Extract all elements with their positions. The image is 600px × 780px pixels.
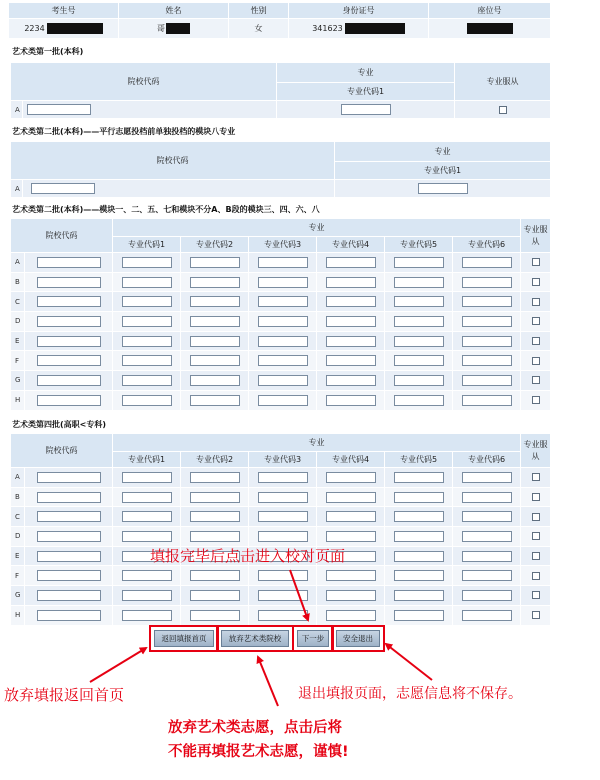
major-code-input[interactable] <box>326 590 376 601</box>
major-code-input[interactable] <box>394 296 444 307</box>
major-code-input[interactable] <box>122 395 172 406</box>
table-row <box>11 468 551 488</box>
table-row <box>11 253 551 273</box>
abandon-art-button[interactable]: 放弃艺术类院校 <box>221 630 289 647</box>
row-label: C <box>11 507 25 527</box>
major-code-input[interactable] <box>258 375 308 386</box>
arrow-to-exit <box>386 644 432 680</box>
row-label: C <box>11 292 25 312</box>
major-code-input[interactable] <box>258 590 308 601</box>
major-code-input[interactable] <box>190 590 240 601</box>
major-code-input[interactable] <box>190 531 240 542</box>
major-code-header: 专业代码5 <box>385 452 453 468</box>
major-code-input[interactable] <box>258 277 308 288</box>
major-code-input[interactable] <box>326 511 376 522</box>
major-code-input[interactable] <box>122 531 172 542</box>
major-code-input[interactable] <box>190 257 240 268</box>
obey-checkbox[interactable] <box>532 493 540 501</box>
obey-header: 专业服从 <box>521 219 551 253</box>
major-code-input[interactable] <box>462 375 512 386</box>
major-code-input[interactable] <box>190 336 240 347</box>
major-code-header: 专业代码1 <box>113 452 181 468</box>
student-info-table <box>8 2 551 39</box>
major-code-input[interactable] <box>326 296 376 307</box>
table-row <box>11 390 551 410</box>
row-label: D <box>11 527 25 547</box>
major-code-input[interactable] <box>122 316 172 327</box>
school-code-input[interactable] <box>37 570 101 581</box>
major-code-input[interactable] <box>462 296 512 307</box>
school-code-input[interactable] <box>37 492 101 503</box>
major-code-input[interactable] <box>326 395 376 406</box>
obey-checkbox[interactable] <box>532 552 540 560</box>
highlight-box <box>331 625 385 652</box>
redaction-bar <box>166 23 190 34</box>
row-label: F <box>11 566 25 586</box>
row-label: F <box>11 351 25 371</box>
major-code-input[interactable] <box>394 257 444 268</box>
row-label: A <box>11 101 23 119</box>
major-code-input[interactable] <box>122 511 172 522</box>
header-name: 姓名 <box>119 3 229 19</box>
school-code-header: 院校代码 <box>11 142 335 180</box>
major-code-input[interactable] <box>462 570 512 581</box>
major-code-input[interactable] <box>258 511 308 522</box>
next-step-button[interactable]: 下一步 <box>297 630 329 647</box>
major-code-input[interactable] <box>394 277 444 288</box>
major-code-input[interactable] <box>394 472 444 483</box>
major-code-input[interactable] <box>394 531 444 542</box>
major-code-input[interactable] <box>462 531 512 542</box>
major-code-input[interactable] <box>190 570 240 581</box>
major-code-input[interactable] <box>190 355 240 366</box>
value-gender: 女 <box>229 19 289 39</box>
major-code-input[interactable] <box>122 570 172 581</box>
major-code-input[interactable] <box>462 610 512 621</box>
highlight-box <box>292 625 334 652</box>
row-label: A <box>11 180 23 198</box>
major-code-input[interactable] <box>190 316 240 327</box>
school-code-header: 院校代码 <box>11 434 113 468</box>
table-row <box>11 586 551 606</box>
major-code-input[interactable] <box>190 296 240 307</box>
major-code-input[interactable] <box>394 511 444 522</box>
major-code-header: 专业代码3 <box>249 452 317 468</box>
major-code-input[interactable] <box>326 375 376 386</box>
major-code-input[interactable] <box>394 316 444 327</box>
table-row <box>11 331 551 351</box>
obey-checkbox[interactable] <box>532 376 540 384</box>
table-row <box>11 351 551 371</box>
obey-checkbox[interactable] <box>532 317 540 325</box>
header-exam-no: 考生号 <box>9 3 119 19</box>
major-code-input[interactable] <box>326 492 376 503</box>
major-code-header: 专业代码1 <box>277 83 455 101</box>
major-header: 专业 <box>335 142 551 162</box>
major-code-input[interactable] <box>122 492 172 503</box>
row-label: E <box>11 331 25 351</box>
major-code-input[interactable] <box>394 551 444 562</box>
section3-title: 艺术类第二批(本科)——模块一、二、五、七和模块不分A、B段的模块三、四、六、八 <box>12 205 320 214</box>
major-code-input[interactable] <box>190 375 240 386</box>
major-code-input[interactable] <box>326 570 376 581</box>
back-home-button[interactable]: 返回填报首页 <box>154 630 214 647</box>
highlight-box <box>149 625 219 652</box>
obey-checkbox[interactable] <box>532 513 540 521</box>
major-code-input[interactable] <box>394 492 444 503</box>
school-code-input[interactable] <box>37 472 101 483</box>
major-code-header: 专业代码3 <box>249 237 317 253</box>
school-code-input[interactable] <box>37 277 101 288</box>
major-code-input[interactable] <box>462 316 512 327</box>
school-code-input[interactable] <box>27 104 91 115</box>
value-exam-no: 2234 <box>9 19 119 39</box>
major-code-input[interactable] <box>258 395 308 406</box>
school-code-input[interactable] <box>37 316 101 327</box>
major-code-header: 专业代码1 <box>335 162 551 180</box>
header-seat-no: 座位号 <box>429 3 551 19</box>
major-code-input[interactable] <box>258 316 308 327</box>
major-code-input[interactable] <box>122 375 172 386</box>
major-header: 专业 <box>277 63 455 83</box>
major-code-input[interactable] <box>341 104 391 115</box>
obey-checkbox[interactable] <box>532 473 540 481</box>
obey-checkbox[interactable] <box>532 298 540 306</box>
school-code-input[interactable] <box>31 183 95 194</box>
obey-checkbox[interactable] <box>532 396 540 404</box>
major-code-input[interactable] <box>462 590 512 601</box>
safe-exit-annotation: 退出填报页面，志愿信息将不保存。 <box>298 686 522 702</box>
row-label: H <box>11 605 25 625</box>
major-code-input[interactable] <box>122 296 172 307</box>
arrow-to-back <box>90 648 146 682</box>
obey-header: 专业服从 <box>455 63 551 101</box>
row-label: A <box>11 253 25 273</box>
abandon-annotation-line2: 不能再填报艺术志愿，谨慎! <box>168 744 349 760</box>
major-code-input[interactable] <box>394 570 444 581</box>
section1-title: 艺术类第一批(本科) <box>12 47 84 56</box>
row-label: A <box>11 468 25 488</box>
school-code-input[interactable] <box>37 355 101 366</box>
obey-checkbox[interactable] <box>532 572 540 580</box>
major-code-input[interactable] <box>190 472 240 483</box>
section1-table <box>10 62 551 119</box>
row-label: D <box>11 312 25 332</box>
row-label: G <box>11 586 25 606</box>
table-row <box>11 507 551 527</box>
major-code-input[interactable] <box>462 257 512 268</box>
major-code-input[interactable] <box>394 590 444 601</box>
table-row <box>11 487 551 507</box>
redaction-bar <box>467 23 513 34</box>
table-row <box>11 292 551 312</box>
section4-table <box>10 433 551 626</box>
major-code-input[interactable] <box>326 277 376 288</box>
major-code-input[interactable] <box>258 296 308 307</box>
arrow-to-abandon <box>258 657 278 706</box>
section4-title: 艺术类第四批(高职<专科) <box>12 420 107 429</box>
major-code-input[interactable] <box>258 472 308 483</box>
major-code-input[interactable] <box>258 492 308 503</box>
school-code-input[interactable] <box>37 375 101 386</box>
school-code-input[interactable] <box>37 590 101 601</box>
school-code-input[interactable] <box>37 257 101 268</box>
major-code-input[interactable] <box>462 551 512 562</box>
major-code-input[interactable] <box>462 395 512 406</box>
major-code-input[interactable] <box>122 610 172 621</box>
header-gender: 性别 <box>229 3 289 19</box>
table-row <box>11 566 551 586</box>
table-row <box>11 371 551 391</box>
obey-checkbox[interactable] <box>532 258 540 266</box>
row-label: B <box>11 272 25 292</box>
obey-header: 专业服从 <box>521 434 551 468</box>
major-code-input[interactable] <box>462 355 512 366</box>
major-code-input[interactable] <box>190 277 240 288</box>
back-home-annotation: 放弃填报返回首页 <box>4 686 125 704</box>
major-code-input[interactable] <box>326 355 376 366</box>
major-code-input[interactable] <box>394 336 444 347</box>
major-code-input[interactable] <box>258 531 308 542</box>
section3-table <box>10 218 551 411</box>
major-code-input[interactable] <box>326 336 376 347</box>
major-code-header: 专业代码1 <box>113 237 181 253</box>
abandon-annotation-line1: 放弃艺术类志愿，点击后将 <box>168 720 342 736</box>
major-code-input[interactable] <box>462 277 512 288</box>
row-label: G <box>11 371 25 391</box>
school-code-input[interactable] <box>37 610 101 621</box>
obey-checkbox[interactable] <box>532 591 540 599</box>
major-code-input[interactable] <box>190 492 240 503</box>
redaction-bar <box>345 23 405 34</box>
major-code-input[interactable] <box>326 257 376 268</box>
obey-checkbox[interactable] <box>532 357 540 365</box>
school-code-input[interactable] <box>37 551 101 562</box>
next-step-annotation: 填报完毕后点击进入校对页面 <box>150 547 346 565</box>
major-code-input[interactable] <box>258 257 308 268</box>
major-code-input[interactable] <box>258 355 308 366</box>
section2-table <box>10 141 551 198</box>
major-code-input[interactable] <box>394 610 444 621</box>
header-id-no: 身份证号 <box>289 3 429 19</box>
redaction-bar <box>47 23 103 34</box>
obey-checkbox[interactable] <box>532 337 540 345</box>
major-code-header: 专业代码4 <box>317 452 385 468</box>
school-code-input[interactable] <box>37 511 101 522</box>
major-code-header: 专业代码5 <box>385 237 453 253</box>
major-code-input[interactable] <box>326 472 376 483</box>
major-code-input[interactable] <box>122 277 172 288</box>
major-code-input[interactable] <box>462 511 512 522</box>
major-code-input[interactable] <box>190 610 240 621</box>
major-code-header: 专业代码2 <box>181 452 249 468</box>
obey-checkbox[interactable] <box>532 532 540 540</box>
major-code-header: 专业代码6 <box>453 237 521 253</box>
major-code-input[interactable] <box>326 531 376 542</box>
row-label: H <box>11 390 25 410</box>
major-code-input[interactable] <box>418 183 468 194</box>
major-code-header: 专业代码4 <box>317 237 385 253</box>
major-code-input[interactable] <box>258 570 308 581</box>
major-code-input[interactable] <box>122 472 172 483</box>
major-code-input[interactable] <box>190 395 240 406</box>
highlight-box <box>216 625 294 652</box>
table-row <box>11 312 551 332</box>
obey-checkbox[interactable] <box>499 106 507 114</box>
major-code-input[interactable] <box>122 257 172 268</box>
value-seat-no <box>429 19 551 39</box>
major-code-input[interactable] <box>258 336 308 347</box>
major-header: 专业 <box>113 434 521 452</box>
major-code-input[interactable] <box>462 492 512 503</box>
major-code-input[interactable] <box>122 590 172 601</box>
obey-checkbox[interactable] <box>532 278 540 286</box>
table-row <box>11 605 551 625</box>
major-code-input[interactable] <box>326 610 376 621</box>
school-code-input[interactable] <box>37 531 101 542</box>
major-code-input[interactable] <box>394 355 444 366</box>
major-code-header: 专业代码6 <box>453 452 521 468</box>
major-code-input[interactable] <box>394 395 444 406</box>
table-row <box>11 272 551 292</box>
table-row <box>11 527 551 547</box>
major-code-header: 专业代码2 <box>181 237 249 253</box>
school-code-input[interactable] <box>37 336 101 347</box>
row-label: E <box>11 546 25 566</box>
school-code-input[interactable] <box>37 395 101 406</box>
row-label: B <box>11 487 25 507</box>
school-code-header: 院校代码 <box>11 63 277 101</box>
major-code-input[interactable] <box>394 375 444 386</box>
school-code-input[interactable] <box>37 296 101 307</box>
major-code-input[interactable] <box>462 336 512 347</box>
major-code-input[interactable] <box>258 610 308 621</box>
obey-checkbox[interactable] <box>532 611 540 619</box>
major-code-input[interactable] <box>462 472 512 483</box>
major-code-input[interactable] <box>190 511 240 522</box>
section3-rows <box>11 253 551 411</box>
school-code-header: 院校代码 <box>11 219 113 253</box>
section2-title: 艺术类第二批(本科)——平行志愿投档前单独投档的模块八专业 <box>12 127 236 136</box>
major-code-input[interactable] <box>122 336 172 347</box>
value-id-no: 341623 <box>289 19 429 39</box>
major-code-input[interactable] <box>122 355 172 366</box>
safe-exit-button[interactable]: 安全退出 <box>336 630 380 647</box>
major-code-input[interactable] <box>326 316 376 327</box>
major-header: 专业 <box>113 219 521 237</box>
value-name: 哥 <box>119 19 229 39</box>
